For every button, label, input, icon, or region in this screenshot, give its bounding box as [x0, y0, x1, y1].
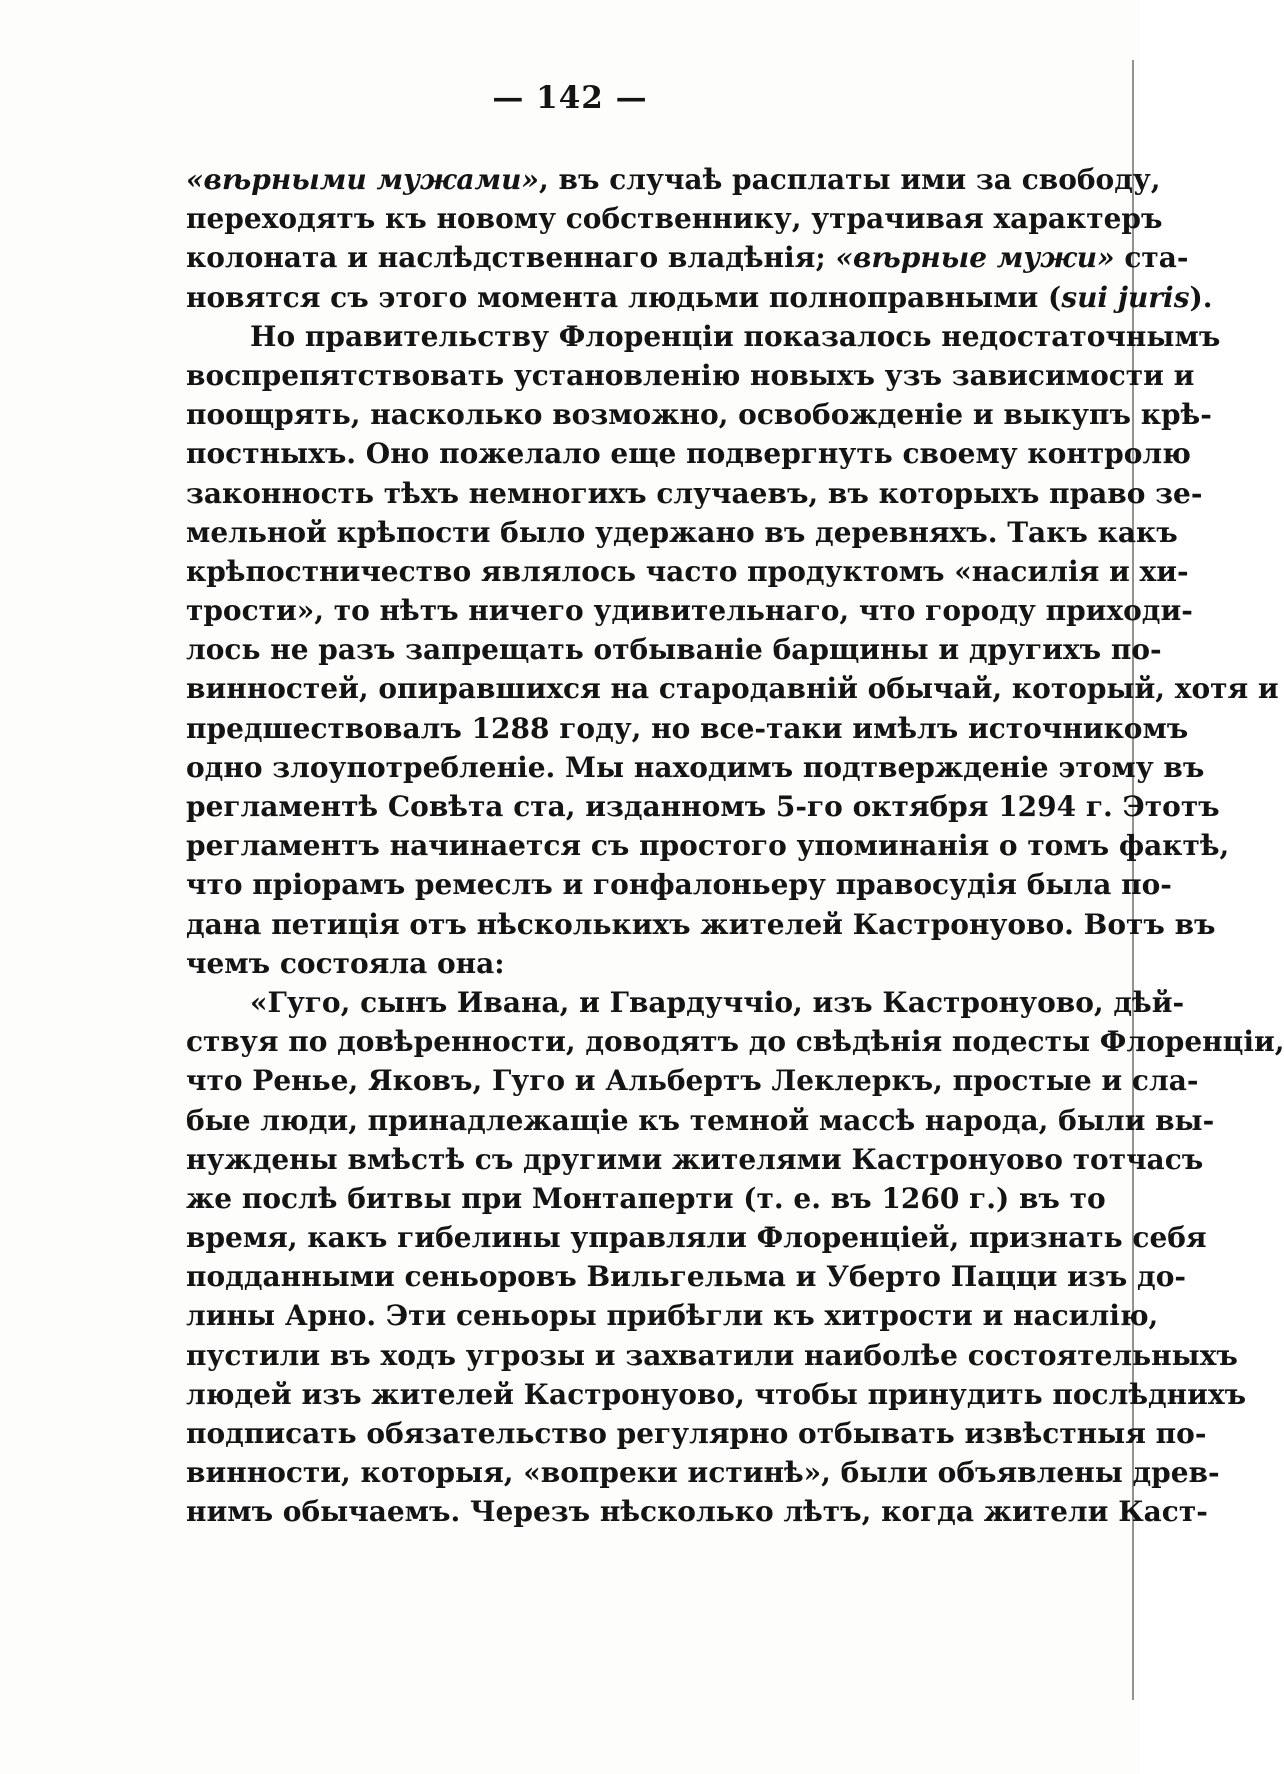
text-line: [186, 199, 1163, 238]
text-body: [186, 160, 1284, 1532]
text-run: чемъ состояла она:: [186, 946, 505, 980]
text-line: [186, 1101, 1215, 1140]
text-run: предшествовалъ 1288 году, но все-таки имѣлъ источникомъ: [186, 711, 1189, 745]
text-run: ста-: [1114, 241, 1189, 275]
text-line: [186, 630, 1162, 669]
text-run: винности, которыя, «вопреки истинѣ», были объявлены древ-: [186, 1456, 1220, 1490]
text-run: одно злоупотребленіе. Мы находимъ подтвержденіе этому въ: [186, 750, 1205, 784]
text-line: [186, 513, 1178, 552]
text-run: постныхъ. Оно пожелало еще подвергнуть своему контролю: [186, 437, 1191, 471]
text-line: [186, 787, 1220, 826]
text-line: [186, 669, 1279, 708]
text-line: [186, 944, 1098, 983]
text-run: воспрепятствовать установленію новыхъ узъ зависимости и: [186, 358, 1195, 392]
text-line: [186, 748, 1205, 787]
text-line: [186, 160, 1161, 199]
text-line: [186, 1414, 1207, 1453]
text-line: [186, 1453, 1220, 1492]
italic-text-run: «вѣрные мужи»: [835, 241, 1115, 275]
text-run: же послѣ битвы при Монтаперти (т. е. въ 1260 г.) въ то: [186, 1181, 1106, 1215]
text-line: [186, 474, 1203, 513]
text-run: бые люди, принадлежащіе къ темной массѣ народа, были вы-: [186, 1103, 1215, 1137]
text-line: [186, 826, 1230, 865]
text-line: [186, 1140, 1204, 1179]
text-line: [186, 1218, 1207, 1257]
text-run: регламентѣ Совѣта ста, изданномъ 5-го октября 1294 г. Этотъ: [186, 790, 1220, 823]
text-run: пустили въ ходъ угрозы и захватили наиболѣе состоятельныхъ: [186, 1338, 1238, 1372]
text-line: [186, 905, 1216, 944]
text-run: ).: [1189, 280, 1213, 314]
text-run: что пріорамъ ремеслъ и гонфалоньеру правосудія была по-: [186, 868, 1172, 902]
text-run: колоната и наслѣдственнаго владѣнія;: [186, 241, 836, 275]
text-run: поощрять, насколько возможно, освобожденіе и выкупъ крѣ-: [186, 398, 1212, 432]
text-line: [186, 395, 1212, 434]
text-line: [186, 1061, 1199, 1100]
text-run: Но правительству Флоренціи показалось недостаточнымъ: [250, 319, 1221, 353]
text-run: регламентъ начинается съ простого упоминанія о томъ фактѣ,: [186, 829, 1230, 863]
text-line: [186, 1336, 1238, 1375]
text-line: [186, 709, 1189, 748]
text-run: «Гуго, сынъ Ивана, и Гвардуччіо, изъ Кастронуово, дѣй-: [250, 985, 1185, 1019]
text-line: [186, 1257, 1186, 1296]
text-run: людей изъ жителей Кастронуово, чтобы принудить послѣднихъ: [186, 1377, 1247, 1411]
text-line: [186, 552, 1189, 591]
text-line: [186, 317, 1221, 356]
text-line: [186, 1492, 1208, 1531]
page-number: — 142 —: [492, 80, 648, 116]
text-run: лины Арно. Эти сеньоры прибѣгли къ хитрости и насилію,: [186, 1299, 1159, 1333]
italic-text-run: «вѣрными мужами»: [186, 163, 540, 196]
text-run: переходятъ къ новому собственнику, утрачивая характеръ: [186, 202, 1163, 236]
text-run: дана петиція отъ нѣсколькихъ жителей Кастронуово. Вотъ въ: [186, 907, 1216, 941]
text-line: [186, 1179, 1106, 1218]
text-line: [186, 278, 1213, 317]
text-run: мельной крѣпости было удержано въ деревняхъ. Такъ какъ: [186, 515, 1178, 549]
text-run: ствуя по довѣренности, доводятъ до свѣдѣнія подесты Флоренціи,: [186, 1025, 1284, 1059]
text-line: [186, 865, 1172, 904]
text-run: время, какъ гибелины управляли Флоренціей, признать себя: [186, 1221, 1207, 1255]
text-line: [186, 434, 1191, 473]
text-run: нуждены вмѣстѣ съ другими жителями Кастронуово тотчасъ: [186, 1142, 1204, 1176]
text-run: трости», то нѣтъ ничего удивительнаго, что городу приходи-: [186, 594, 1193, 628]
text-line: [186, 983, 1185, 1022]
text-line: [186, 1375, 1247, 1414]
text-line: [186, 356, 1195, 395]
paragraph: [186, 317, 1279, 983]
text-line: [186, 238, 1189, 277]
paragraph: [186, 160, 1213, 317]
text-run: , въ случаѣ расплаты ими за свободу,: [539, 163, 1161, 196]
text-line: [186, 1022, 1284, 1061]
text-run: законность тѣхъ немногихъ случаевъ, въ которыхъ право зе-: [186, 476, 1203, 510]
text-run: нимъ обычаемъ. Черезъ нѣсколько лѣтъ, когда жители Каст-: [186, 1495, 1208, 1529]
text-run: подданными сеньоровъ Вильгельма и Уберто Пацци изъ до-: [186, 1260, 1186, 1294]
text-run: лось не разъ запрещать отбываніе барщины и другихъ по-: [186, 633, 1162, 667]
text-run: крѣпостничество являлось часто продуктомъ «насилія и хи-: [186, 554, 1189, 588]
text-run: подписать обязательство регулярно отбывать извѣстныя по-: [186, 1417, 1207, 1450]
text-run: новятся съ этого момента людьми полноправными (: [186, 280, 1062, 314]
paragraph: [186, 983, 1284, 1532]
text-line: [186, 1296, 1159, 1335]
text-run: винностей, опиравшихся на стародавній обычай, который, хотя и: [186, 672, 1279, 706]
italic-text-run: sui juris: [1061, 280, 1190, 314]
text-line: [186, 591, 1193, 630]
text-run: что Ренье, Яковъ, Гуго и Альбертъ Леклеркъ, простые и сла-: [186, 1064, 1199, 1098]
